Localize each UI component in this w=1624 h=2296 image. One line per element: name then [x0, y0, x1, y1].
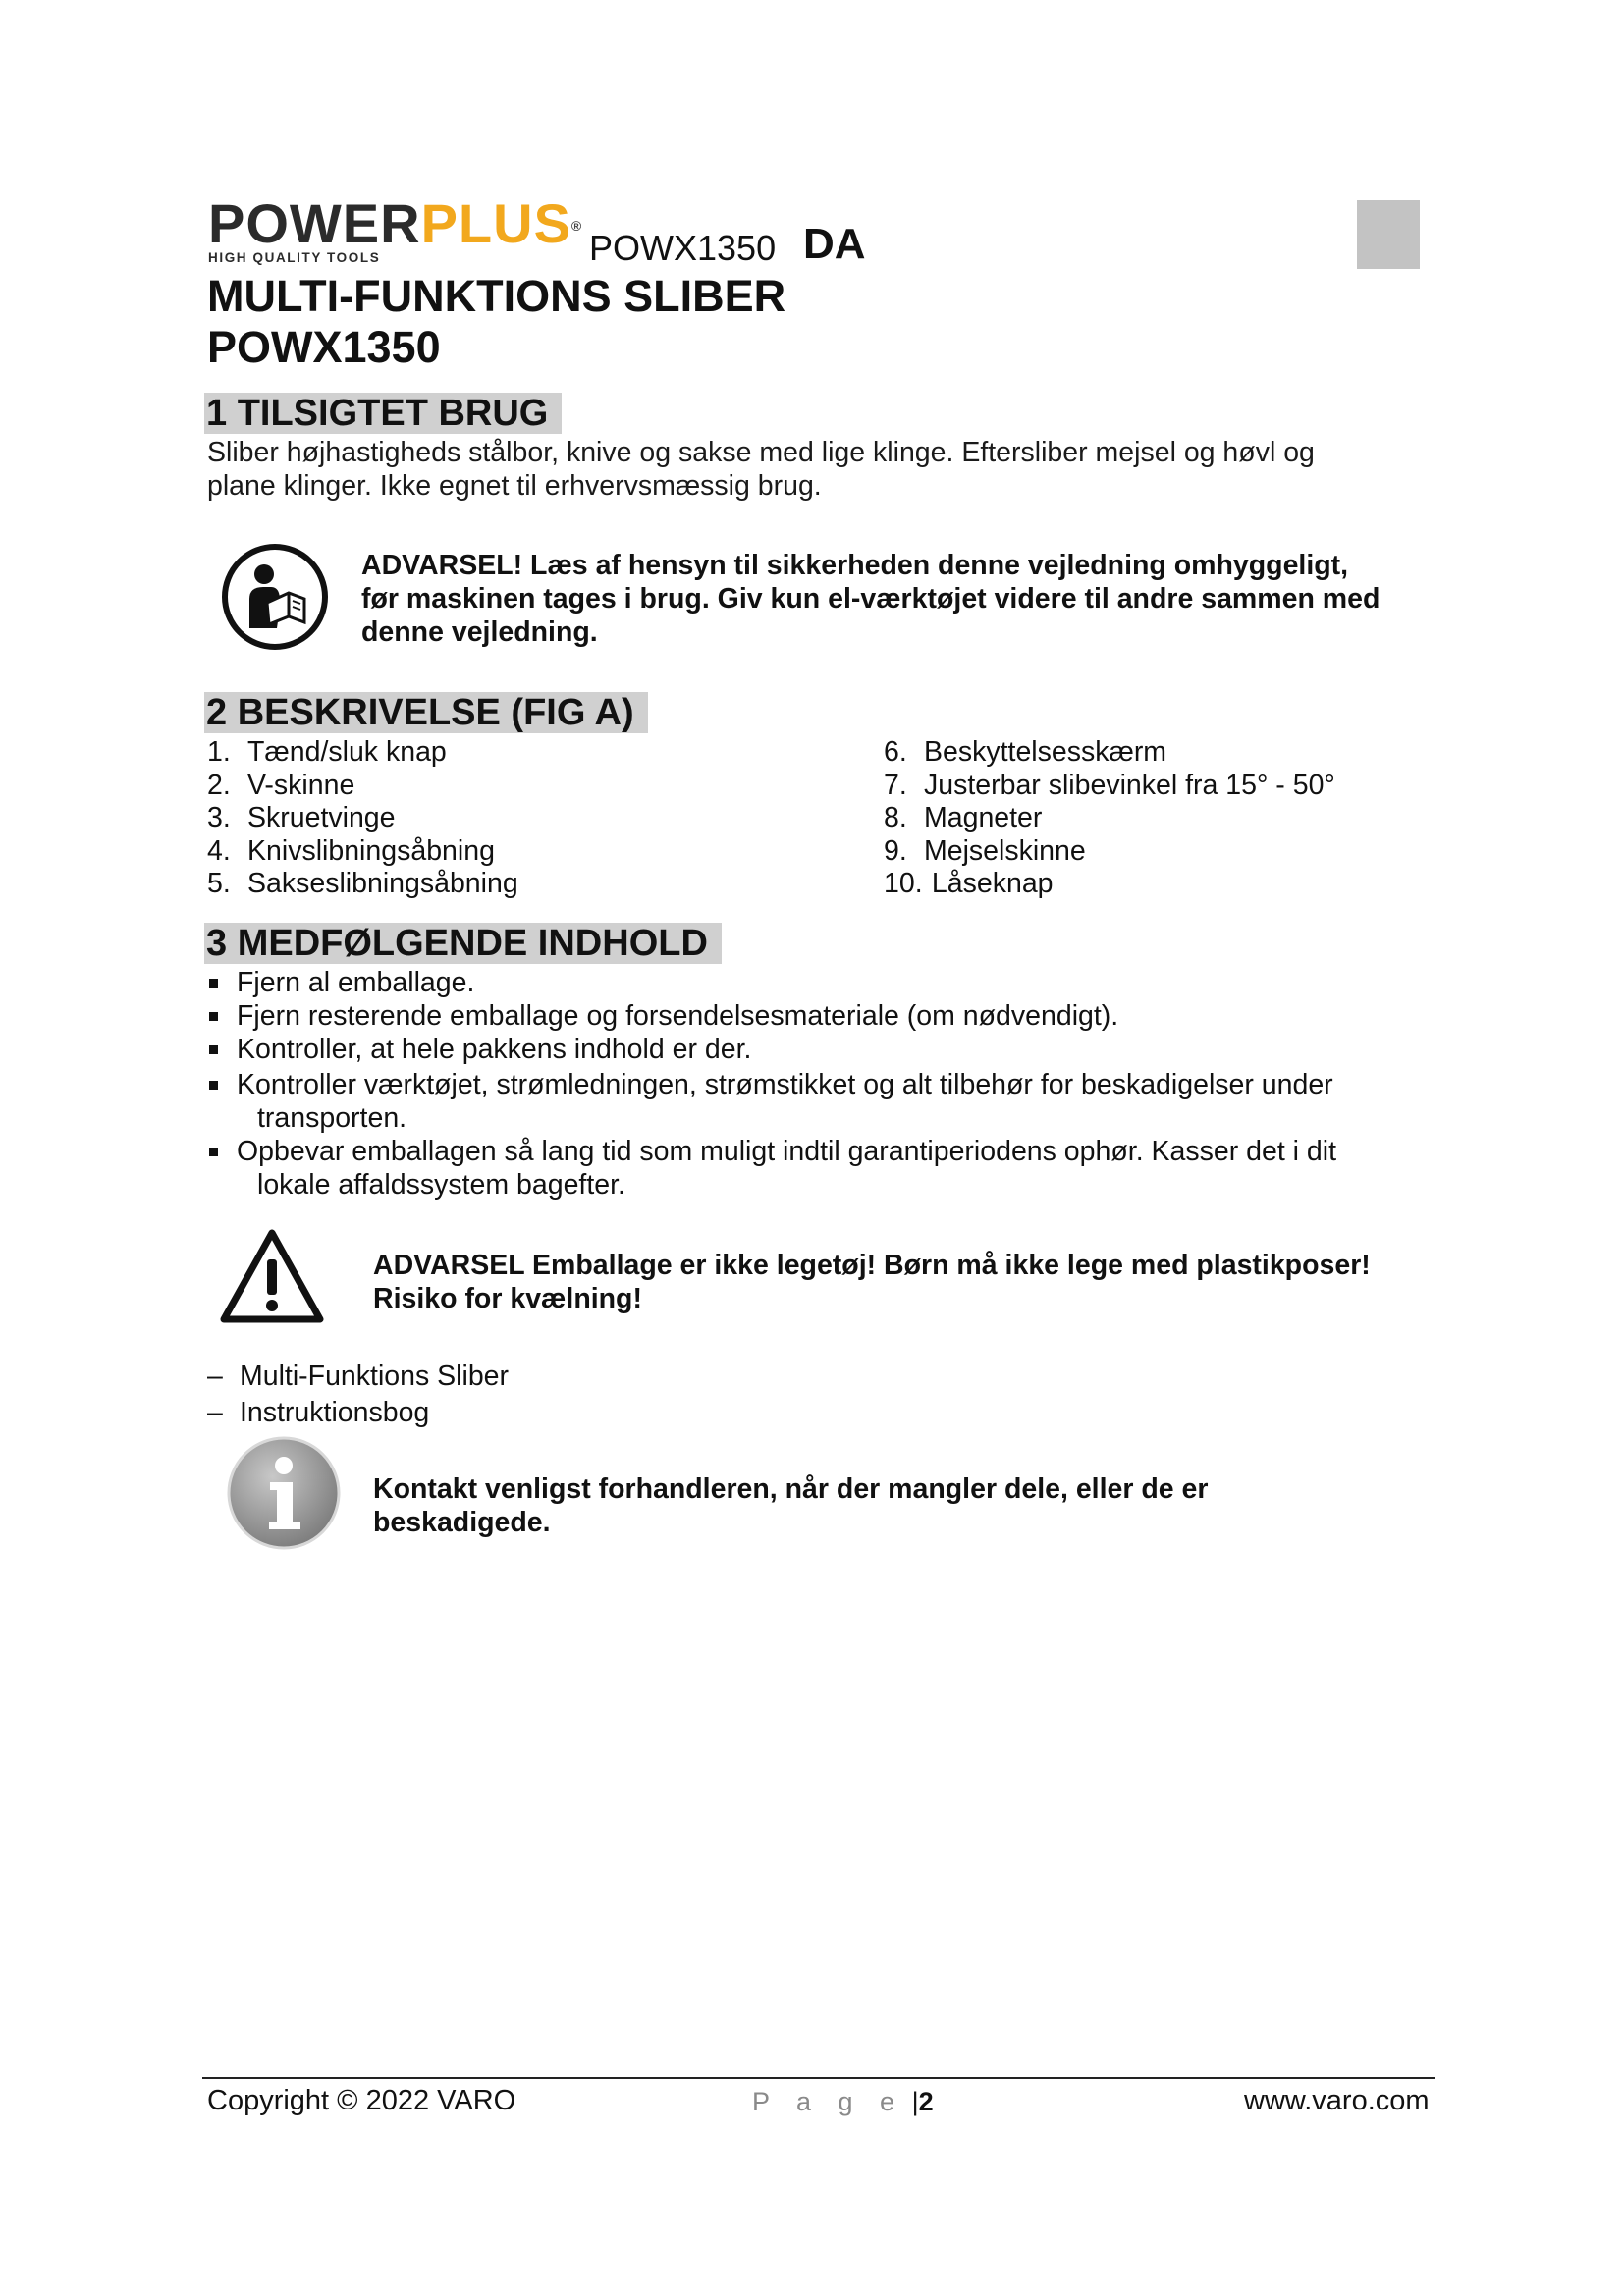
dash-marker: – [207, 1397, 223, 1428]
list-item [207, 770, 518, 803]
footer-copyright: Copyright © 2022 VARO [207, 2085, 516, 2116]
description-list-right [884, 736, 1335, 901]
section-heading-description: 2 BESKRIVELSE (FIG A) [204, 692, 648, 733]
list-item-label: Instruktionsbog [240, 1397, 430, 1428]
warning-read-manual-line-3: denne vejledning. [361, 616, 598, 648]
list-item-label: Låseknap [924, 868, 1054, 899]
bullet-square-icon [209, 1012, 218, 1021]
contents-bullet-list [207, 966, 1444, 1201]
bullet-text-continuation: transporten. [257, 1102, 407, 1134]
list-item [207, 1395, 509, 1431]
document-title: MULTI-FUNKTIONS SLIBER [207, 271, 786, 321]
list-item [884, 802, 1335, 835]
warning-packaging-line-2: Risiko for kvælning! [373, 1283, 642, 1314]
list-item-label: V-skinne [247, 769, 355, 801]
bullet-square-icon [209, 1045, 218, 1054]
logo-registered-mark: ® [570, 218, 583, 234]
description-list-left [207, 736, 518, 901]
dash-marker: – [207, 1361, 223, 1392]
language-tab-marker [1357, 200, 1420, 269]
list-item-number: 4. [207, 834, 231, 867]
bullet-square-icon [209, 979, 218, 988]
warning-triangle-icon [218, 1227, 326, 1325]
powerplus-logo [208, 192, 583, 265]
warning-read-manual-line-2: før maskinen tages i brug. Giv kun el-værktøjet videre til andre sammen med [361, 583, 1380, 614]
logo-word-power: POWER [208, 192, 421, 254]
document-subtitle-model: POWX1350 [207, 322, 441, 372]
language-code: DA [803, 220, 866, 268]
list-item-label: Multi-Funktions Sliber [240, 1361, 510, 1392]
list-item [207, 835, 518, 869]
list-item-number: 5. [207, 868, 231, 899]
footer-website: www.varo.com [1244, 2085, 1430, 2116]
list-item-number: 3. [207, 802, 231, 833]
list-item [207, 736, 518, 770]
list-item [207, 802, 518, 835]
list-item [207, 966, 1444, 999]
info-icon [226, 1435, 342, 1551]
list-item-number: 9. [884, 834, 907, 867]
bullet-text: Opbevar emballagen så lang tid som muligt indtil garantiperiodens ophør. Kasser det i dit [237, 1136, 1337, 1167]
list-item-number: 1. [207, 736, 231, 768]
bullet-text: Fjern resterende emballage og forsendelsesmateriale (om nødvendigt). [237, 1000, 1119, 1032]
list-item-label: Skruetvinge [247, 802, 396, 833]
list-item [207, 1068, 1444, 1135]
bullet-text: Kontroller, at hele pakkens indhold er der. [237, 1034, 752, 1065]
list-item-number: 2. [207, 769, 231, 801]
bullet-text: Fjern al emballage. [237, 967, 475, 998]
list-item [207, 868, 518, 901]
info-missing-parts-line-1: Kontakt venligst forhandleren, når der mangler dele, eller de er [373, 1473, 1209, 1505]
bullet-square-icon [209, 1081, 218, 1090]
page-separator: | [911, 2087, 919, 2116]
list-item-label: Knivslibningsåbning [247, 834, 495, 867]
list-item [884, 835, 1335, 869]
list-item-number: 7. [884, 769, 907, 801]
list-item-label: Tænd/sluk knap [247, 736, 447, 768]
package-contents-list [207, 1359, 509, 1431]
section-heading-intended-use: 1 TILSIGTET BRUG [204, 393, 562, 434]
footer-page-indicator [752, 2085, 934, 2118]
list-item [207, 1135, 1444, 1201]
list-item [884, 868, 1335, 901]
info-missing-parts-line-2: beskadigede. [373, 1507, 551, 1538]
list-item-label: Magneter [924, 802, 1043, 833]
list-item [884, 770, 1335, 803]
logo-tagline: HIGH QUALITY TOOLS [208, 250, 381, 265]
list-item [207, 999, 1444, 1033]
list-item-number: 6. [884, 736, 907, 768]
intended-use-text-line-2: plane klinger. Ikke egnet til erhvervsmæssig brug. [207, 470, 822, 502]
list-item-label: Sakseslibningsåbning [247, 868, 518, 899]
footer-divider [202, 2077, 1435, 2079]
logo-wordmark [208, 192, 583, 254]
list-item [207, 1033, 1444, 1066]
warning-read-manual-line-1: ADVARSEL! Læs af hensyn til sikkerheden denne vejledning omhyggeligt, [361, 550, 1349, 581]
page-label: P a g e [752, 2087, 905, 2116]
intended-use-text-line-1: Sliber højhastigheds stålbor, knive og sakse med lige klinge. Eftersliber mejsel og høvl og [207, 437, 1315, 468]
bullet-square-icon [209, 1148, 218, 1156]
bullet-text: Kontroller værktøjet, strømledningen, strømstikket og alt tilbehør for beskadigelser under [237, 1069, 1333, 1100]
warning-packaging-line-1: ADVARSEL Emballage er ikke legetøj! Børn må ikke lege med plastikposer! [373, 1250, 1371, 1281]
list-item-number: 10. [884, 868, 923, 899]
list-item-label: Mejselskinne [924, 834, 1086, 867]
section-heading-contents: 3 MEDFØLGENDE INDHOLD [204, 923, 722, 964]
list-item-label: Beskyttelsesskærm [924, 736, 1167, 768]
read-manual-icon [220, 542, 330, 652]
logo-word-plus: PLUS [420, 192, 571, 254]
list-item [207, 1359, 509, 1395]
list-item [884, 736, 1335, 770]
list-item-number: 8. [884, 802, 907, 833]
model-code: POWX1350 [589, 228, 777, 268]
page-number: 2 [918, 2087, 934, 2116]
list-item-label: Justerbar slibevinkel fra 15° - 50° [924, 769, 1335, 801]
bullet-text-continuation: lokale affaldssystem bagefter. [257, 1169, 625, 1201]
